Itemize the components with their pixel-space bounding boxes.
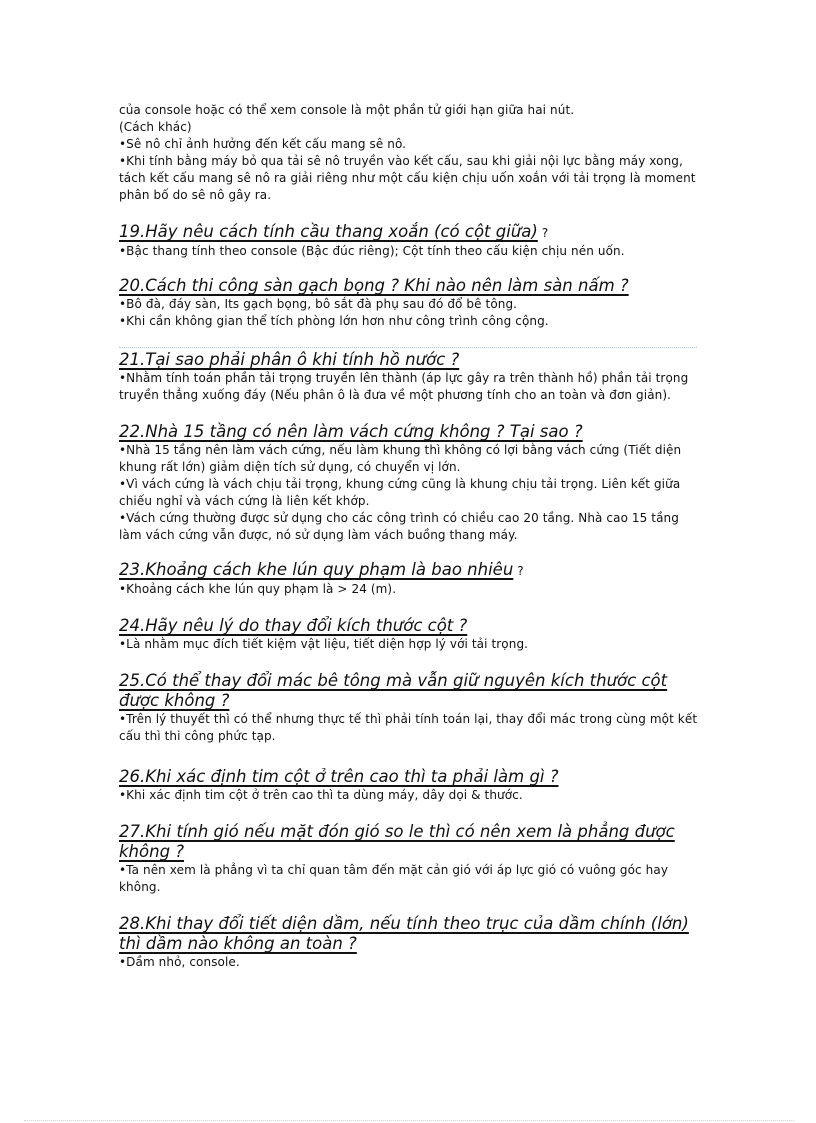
document-page: [119, 102, 699, 971]
intro-line: •Khi tính bằng máy bỏ qua tải sê nô truyền vào kết cấu, sau khi giải nội lực bằng máy xong, tách kết cấu mang sê nô ra giải riêng như một cấu kiện chịu uốn xoắn với tải trọng là moment phân bố do sê nô gây ra.: [119, 154, 696, 202]
answer-line: •Ta nên xem là phẳng vì ta chỉ quan tâm đến mặt cản gió với áp lực gió có vuông góc hay không.: [119, 863, 669, 894]
question-24: [119, 616, 699, 653]
answer-line: •Bậc thang tính theo console (Bậc đúc riêng); Cột tính theo cấu kiện chịu nén uốn.: [119, 244, 625, 258]
question-20: [119, 276, 699, 330]
answer-line: •Trên lý thuyết thì có thể nhưng thực tế thì phải tính toán lại, thay đổi mác trong cùng một kết cấu thì thi công phức tạp.: [119, 712, 698, 743]
question-title: 28.Khi thay đổi tiết diện dầm, nếu tính theo trục của dầm chính (lớn) thì dầm nào không an toàn ?: [119, 914, 689, 953]
question-title: 19.Hãy nêu cách tính cầu thang xoắn (có cột giữa): [119, 222, 538, 241]
question-heading: [119, 767, 699, 787]
question-22: [119, 422, 699, 544]
intro-line: của console hoặc có thể xem console là một phần tử giới hạn giữa hai nút.: [119, 103, 575, 117]
question-title: 27.Khi tính gió nếu mặt đón gió so le thì có nên xem là phẳng được không ?: [119, 822, 675, 861]
question-heading: [119, 822, 699, 862]
answer-line: •Khi cần không gian thể tích phòng lớn hơn như công trình công cộng.: [119, 314, 549, 328]
question-title: 25.Có thể thay đổi mác bê tông mà vẫn giữ nguyên kích thước cột được không ?: [119, 671, 668, 710]
question-title: 23.Khoảng cách khe lún quy phạm là bao nhiêu: [119, 560, 514, 579]
answer-line: •Khi xác định tim cột ở trên cao thì ta dùng máy, dây dọi & thước.: [119, 788, 523, 802]
intro-line: (Cách khác): [119, 120, 192, 134]
question-heading: [119, 560, 699, 581]
question-27: [119, 822, 699, 896]
answer-line: •Bô đà, đáy sàn, Its gạch bọng, bô sắt đà phụ sau đó đổ bê tông.: [119, 297, 518, 311]
answer-line: •Vì vách cứng là vách chịu tải trọng, khung cứng cũng là khung chịu tải trọng. Liên kết giữa chiếu nghỉ và vách cứng là liên kết khớp.: [119, 477, 681, 508]
question-26: [119, 767, 699, 804]
question-heading: [119, 222, 699, 243]
question-heading: [119, 422, 699, 442]
question-title: 24.Hãy nêu lý do thay đổi kích thước cột ?: [119, 616, 468, 635]
question-28: [119, 914, 699, 971]
question-19: [119, 222, 699, 260]
question-heading: [119, 276, 699, 296]
intro-section: [119, 102, 699, 204]
question-25: [119, 671, 699, 745]
question-title: 26.Khi xác định tim cột ở trên cao thì ta phải làm gì ?: [119, 767, 559, 786]
question-23: [119, 560, 699, 598]
question-title: 20.Cách thi công sàn gạch bọng ? Khi nào nên làm sàn nấm ?: [119, 276, 629, 295]
question-heading: [119, 914, 699, 954]
question-21: [119, 350, 699, 404]
answer-line: •Dầm nhỏ, console.: [119, 955, 240, 969]
question-title: 21.Tại sao phải phân ô khi tính hồ nước ?: [119, 350, 460, 369]
answer-line: •Nhà 15 tầng nên làm vách cứng, nếu làm khung thì không có lợi bằng vách cứng (Tiết diện khung rất lớn) giảm diện tích sử dụng, có chuyển vị lớn.: [119, 443, 682, 474]
answer-line: •Là nhằm mục đích tiết kiệm vật liệu, tiết diện hợp lý với tải trọng.: [119, 637, 529, 651]
answer-line: •Vách cứng thường được sử dụng cho các công trình có chiều cao 20 tầng. Nhà cao 15 tầng làm vách cứng vẫn được, nó sử dụng làm vách buồng thang máy.: [119, 511, 679, 542]
question-heading: [119, 350, 699, 370]
page-bottom-divider: [24, 1120, 794, 1121]
intro-line: •Sê nô chỉ ảnh hưởng đến kết cấu mang sê nô.: [119, 137, 407, 151]
answer-line: •Nhằm tính toán phần tải trọng truyền lên thành (áp lực gây ra trên thành hồ) phần tải trọng truyền thẳng xuống đáy (Nếu phân ô là đưa về một phương tính cho an toàn và đơn giản).: [119, 371, 689, 402]
question-heading: [119, 671, 699, 711]
question-title: 22.Nhà 15 tầng có nên làm vách cứng không ? Tại sao ?: [119, 422, 583, 441]
answer-line: •Khoảng cách khe lún quy phạm là > 24 (m).: [119, 582, 397, 596]
question-mark: ?: [541, 226, 549, 240]
question-heading: [119, 616, 699, 636]
question-mark: ?: [517, 564, 524, 578]
